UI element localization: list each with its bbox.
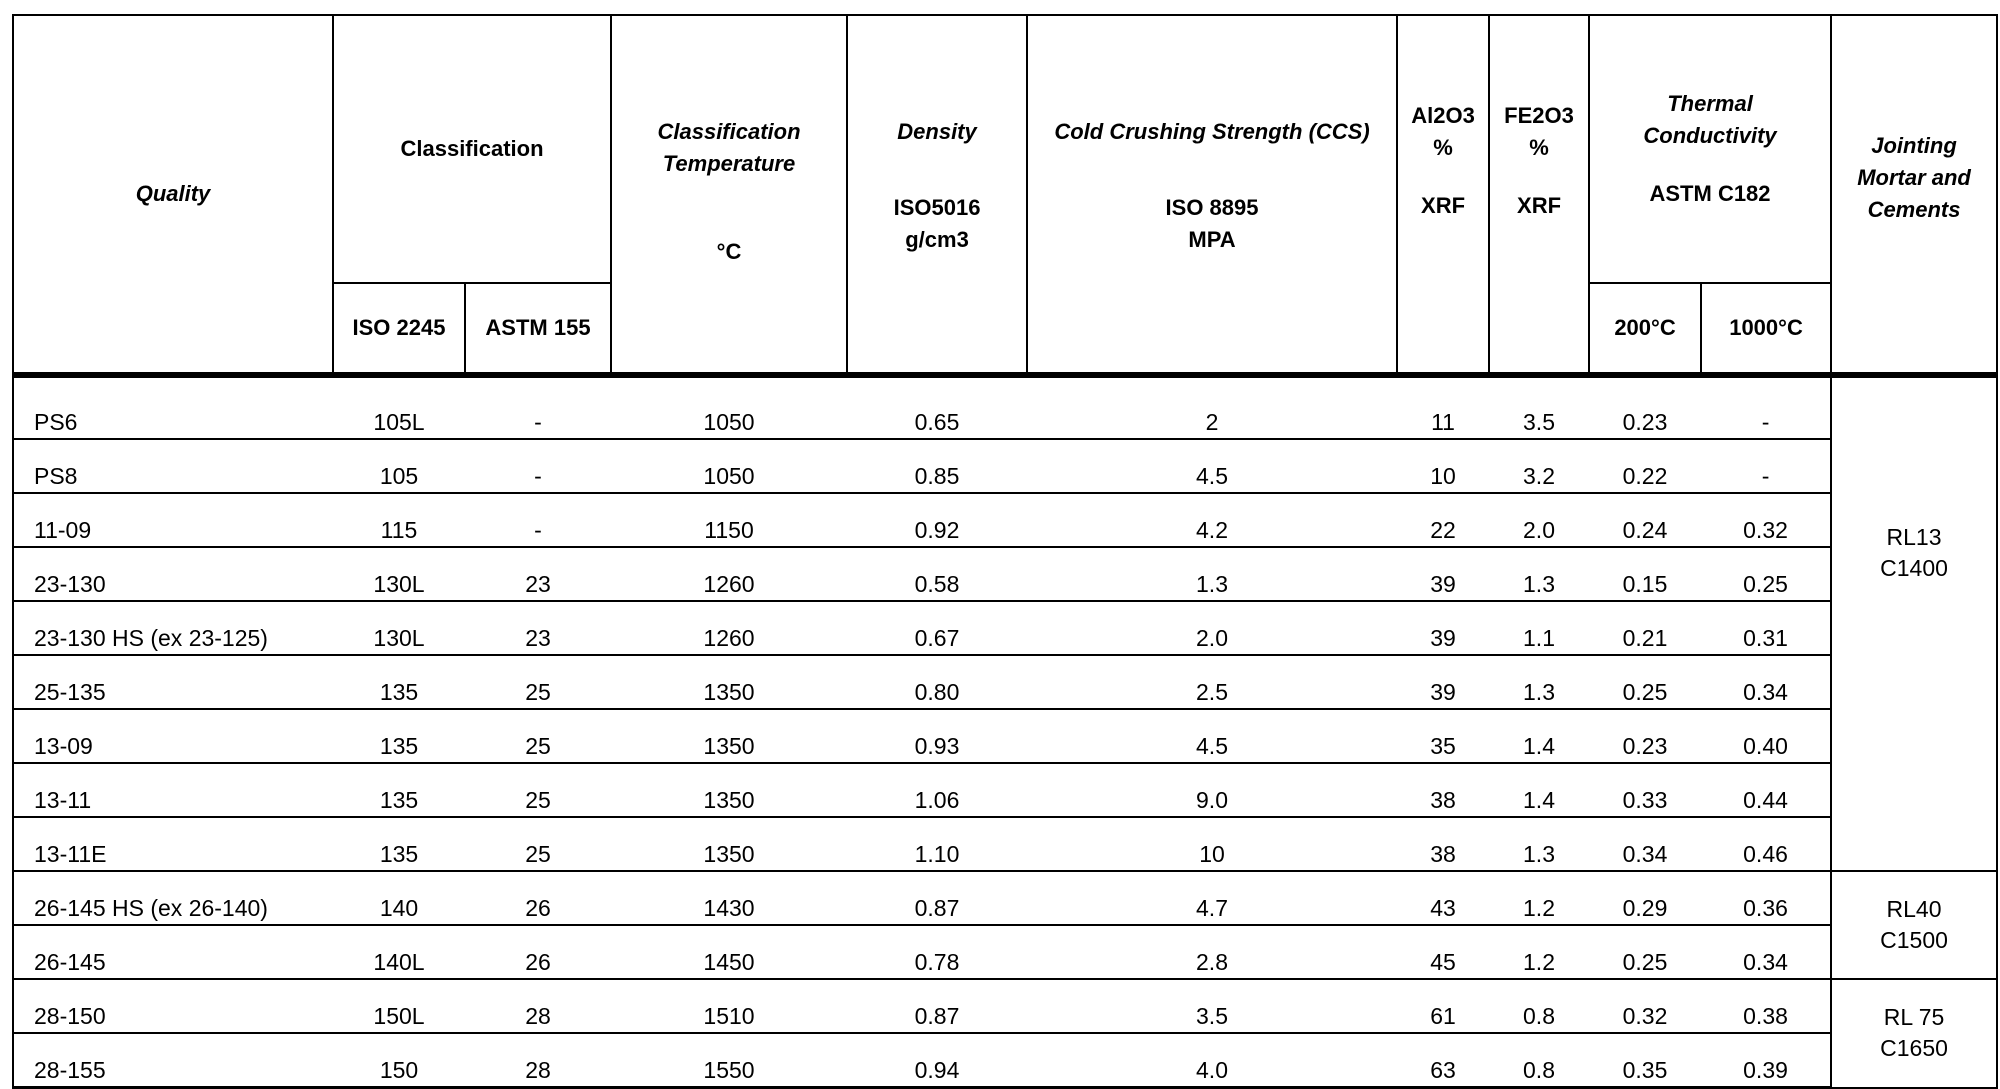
tc-1000c-cell: -: [1701, 439, 1831, 493]
header-ccs-standard: ISO 8895: [1165, 195, 1259, 220]
iso-2245-cell: 105L: [333, 375, 465, 439]
quality-cell: 23-130 HS (ex 23-125): [13, 601, 333, 655]
mortar-grade-line1: RL 75: [1883, 1004, 1945, 1031]
table-row: [13, 601, 1997, 655]
table-row: [13, 763, 1997, 817]
iso-2245-cell: 115: [333, 493, 465, 547]
temperature-cell: 1510: [611, 979, 847, 1033]
quality-cell: 23-130: [13, 547, 333, 601]
ccs-cell: 4.7: [1027, 871, 1397, 925]
fe2o3-cell: 2.0: [1489, 493, 1589, 547]
tc-1000c-cell: 0.36: [1701, 871, 1831, 925]
jointing-mortar-cell: [1831, 979, 1997, 1088]
quality-cell: 13-11E: [13, 817, 333, 871]
tc-1000c-cell: 0.25: [1701, 547, 1831, 601]
fe2o3-cell: 1.3: [1489, 655, 1589, 709]
temperature-cell: 1350: [611, 817, 847, 871]
fe2o3-cell: 0.8: [1489, 979, 1589, 1033]
table-row: [13, 871, 1997, 925]
header-fe2o3-percent: %: [1529, 135, 1549, 160]
quality-cell: PS6: [13, 375, 333, 439]
density-cell: 0.58: [847, 547, 1027, 601]
fe2o3-cell: 1.4: [1489, 709, 1589, 763]
al2o3-cell: 11: [1397, 375, 1489, 439]
mortar-grade-line1: RL13: [1886, 524, 1942, 550]
table-row: [13, 655, 1997, 709]
temperature-cell: 1350: [611, 655, 847, 709]
temperature-cell: 1050: [611, 439, 847, 493]
ccs-cell: 1.3: [1027, 547, 1397, 601]
header-tc-line1: Thermal: [1667, 90, 1753, 116]
tc-200c-cell: 0.34: [1589, 817, 1701, 871]
header-jointing-mortar: [1831, 15, 1997, 375]
table-body: [13, 375, 1997, 1088]
header-tc-standard: ASTM C182: [1649, 180, 1771, 206]
header-iso-2245: [333, 283, 465, 375]
tc-1000c-cell: 0.38: [1701, 979, 1831, 1033]
header-ccs: [1027, 15, 1397, 375]
quality-cell: 26-145 HS (ex 26-140): [13, 871, 333, 925]
astm-155-cell: 25: [465, 763, 611, 817]
tc-1000c-cell: 0.34: [1701, 925, 1831, 979]
fe2o3-cell: 1.4: [1489, 763, 1589, 817]
table-row: [13, 925, 1997, 979]
header-class-temp-line2: Temperature: [662, 151, 796, 176]
header-quality-label: Quality: [135, 181, 211, 206]
header-fe2o3-label: FE2O3: [1504, 103, 1574, 128]
temperature-cell: 1550: [611, 1033, 847, 1088]
temperature-cell: 1430: [611, 871, 847, 925]
header-al2o3: [1397, 15, 1489, 375]
fe2o3-cell: 3.5: [1489, 375, 1589, 439]
tc-200c-cell: 0.33: [1589, 763, 1701, 817]
al2o3-cell: 43: [1397, 871, 1489, 925]
table-row: [13, 1033, 1997, 1088]
quality-cell: 26-145: [13, 925, 333, 979]
header-al2o3-percent: %: [1433, 135, 1453, 160]
ccs-cell: 2.0: [1027, 601, 1397, 655]
tc-1000c-cell: -: [1701, 375, 1831, 439]
header-density-standard: ISO5016: [893, 195, 981, 220]
quality-cell: PS8: [13, 439, 333, 493]
al2o3-cell: 39: [1397, 601, 1489, 655]
iso-2245-cell: 140L: [333, 925, 465, 979]
table-row: [13, 493, 1997, 547]
header-astm-155-label: ASTM 155: [485, 314, 591, 340]
iso-2245-cell: 135: [333, 763, 465, 817]
tc-200c-cell: 0.15: [1589, 547, 1701, 601]
density-cell: 0.94: [847, 1033, 1027, 1088]
density-cell: 0.78: [847, 925, 1027, 979]
header-tc-1000c: [1701, 283, 1831, 375]
header-fe2o3-method: XRF: [1517, 193, 1562, 218]
header-mortar-line1: Jointing: [1871, 133, 1957, 158]
ccs-cell: 9.0: [1027, 763, 1397, 817]
astm-155-cell: -: [465, 439, 611, 493]
tc-1000c-cell: 0.31: [1701, 601, 1831, 655]
ccs-cell: 10: [1027, 817, 1397, 871]
fe2o3-cell: 0.8: [1489, 1033, 1589, 1088]
density-cell: 0.85: [847, 439, 1027, 493]
quality-cell: 28-155: [13, 1033, 333, 1088]
tc-1000c-cell: 0.44: [1701, 763, 1831, 817]
temperature-cell: 1260: [611, 547, 847, 601]
refractory-properties-table: [12, 14, 1998, 1089]
jointing-mortar-cell: [1831, 375, 1997, 871]
astm-155-cell: 25: [465, 709, 611, 763]
header-classification-label: Classification: [400, 135, 544, 161]
density-cell: 0.80: [847, 655, 1027, 709]
header-classification: [333, 15, 611, 283]
iso-2245-cell: 130L: [333, 547, 465, 601]
density-cell: 0.65: [847, 375, 1027, 439]
header-class-temp-unit: °C: [716, 239, 742, 264]
fe2o3-cell: 1.3: [1489, 817, 1589, 871]
tc-1000c-cell: 0.46: [1701, 817, 1831, 871]
iso-2245-cell: 150: [333, 1033, 465, 1088]
header-thermal-conductivity: [1589, 15, 1831, 283]
iso-2245-cell: 135: [333, 655, 465, 709]
temperature-cell: 1350: [611, 709, 847, 763]
iso-2245-cell: 135: [333, 709, 465, 763]
header-density-label: Density: [897, 119, 977, 144]
ccs-cell: 3.5: [1027, 979, 1397, 1033]
header-iso-2245-label: ISO 2245: [352, 314, 446, 340]
tc-200c-cell: 0.22: [1589, 439, 1701, 493]
astm-155-cell: 26: [465, 925, 611, 979]
density-cell: 0.93: [847, 709, 1027, 763]
ccs-cell: 4.5: [1027, 709, 1397, 763]
fe2o3-cell: 3.2: [1489, 439, 1589, 493]
quality-cell: 28-150: [13, 979, 333, 1033]
header-tc-1000c-label: 1000°C: [1729, 314, 1803, 340]
header-tc-200c: [1589, 283, 1701, 375]
table-row: [13, 817, 1997, 871]
header-ccs-unit: MPA: [1188, 227, 1236, 252]
temperature-cell: 1050: [611, 375, 847, 439]
header-astm-155: [465, 283, 611, 375]
iso-2245-cell: 135: [333, 817, 465, 871]
header-classification-temperature: [611, 15, 847, 375]
ccs-cell: 4.5: [1027, 439, 1397, 493]
tc-200c-cell: 0.35: [1589, 1033, 1701, 1088]
astm-155-cell: 23: [465, 601, 611, 655]
astm-155-cell: 28: [465, 1033, 611, 1088]
al2o3-cell: 39: [1397, 655, 1489, 709]
density-cell: 0.87: [847, 979, 1027, 1033]
ccs-cell: 2: [1027, 375, 1397, 439]
fe2o3-cell: 1.1: [1489, 601, 1589, 655]
mortar-grade-line2: C1500: [1880, 927, 1948, 953]
fe2o3-cell: 1.2: [1489, 871, 1589, 925]
table-row: [13, 375, 1997, 439]
density-cell: 0.87: [847, 871, 1027, 925]
density-cell: 0.67: [847, 601, 1027, 655]
al2o3-cell: 63: [1397, 1033, 1489, 1088]
al2o3-cell: 45: [1397, 925, 1489, 979]
astm-155-cell: 23: [465, 547, 611, 601]
header-quality: [13, 15, 333, 375]
tc-1000c-cell: 0.40: [1701, 709, 1831, 763]
al2o3-cell: 10: [1397, 439, 1489, 493]
iso-2245-cell: 140: [333, 871, 465, 925]
table-row: [13, 979, 1997, 1033]
header-al2o3-label: Al2O3: [1411, 103, 1475, 128]
tc-200c-cell: 0.32: [1589, 979, 1701, 1033]
quality-cell: 11-09: [13, 493, 333, 547]
table-row: [13, 439, 1997, 493]
jointing-mortar-cell: [1831, 871, 1997, 979]
header-mortar-line3: Cements: [1867, 197, 1961, 222]
fe2o3-cell: 1.3: [1489, 547, 1589, 601]
temperature-cell: 1260: [611, 601, 847, 655]
al2o3-cell: 38: [1397, 817, 1489, 871]
header-mortar-line2: Mortar and: [1857, 165, 1971, 190]
al2o3-cell: 61: [1397, 979, 1489, 1033]
mortar-grade-line2: C1400: [1880, 555, 1948, 581]
table-row: [13, 547, 1997, 601]
ccs-cell: 4.2: [1027, 493, 1397, 547]
iso-2245-cell: 130L: [333, 601, 465, 655]
tc-200c-cell: 0.25: [1589, 925, 1701, 979]
al2o3-cell: 22: [1397, 493, 1489, 547]
fe2o3-cell: 1.2: [1489, 925, 1589, 979]
header-density-unit: g/cm3: [905, 227, 969, 252]
density-cell: 1.06: [847, 763, 1027, 817]
tc-200c-cell: 0.21: [1589, 601, 1701, 655]
astm-155-cell: -: [465, 493, 611, 547]
tc-200c-cell: 0.24: [1589, 493, 1701, 547]
header-ccs-label: Cold Crushing Strength (CCS): [1054, 119, 1370, 144]
tc-200c-cell: 0.23: [1589, 375, 1701, 439]
tc-1000c-cell: 0.39: [1701, 1033, 1831, 1088]
tc-1000c-cell: 0.34: [1701, 655, 1831, 709]
density-cell: 1.10: [847, 817, 1027, 871]
temperature-cell: 1450: [611, 925, 847, 979]
header-fe2o3: [1489, 15, 1589, 375]
quality-cell: 25-135: [13, 655, 333, 709]
astm-155-cell: 26: [465, 871, 611, 925]
ccs-cell: 4.0: [1027, 1033, 1397, 1088]
astm-155-cell: -: [465, 375, 611, 439]
astm-155-cell: 25: [465, 817, 611, 871]
tc-200c-cell: 0.23: [1589, 709, 1701, 763]
header-tc-line2: Conductivity: [1643, 122, 1777, 148]
header-tc-200c-label: 200°C: [1614, 314, 1676, 340]
quality-cell: 13-09: [13, 709, 333, 763]
ccs-cell: 2.5: [1027, 655, 1397, 709]
quality-cell: 13-11: [13, 763, 333, 817]
temperature-cell: 1150: [611, 493, 847, 547]
header-class-temp-line1: Classification: [657, 119, 801, 144]
al2o3-cell: 39: [1397, 547, 1489, 601]
iso-2245-cell: 150L: [333, 979, 465, 1033]
header-density: [847, 15, 1027, 375]
temperature-cell: 1350: [611, 763, 847, 817]
mortar-grade-line2: C1650: [1880, 1035, 1948, 1062]
al2o3-cell: 35: [1397, 709, 1489, 763]
tc-200c-cell: 0.25: [1589, 655, 1701, 709]
header-al2o3-method: XRF: [1421, 193, 1466, 218]
mortar-grade-line1: RL40: [1886, 896, 1942, 922]
iso-2245-cell: 105: [333, 439, 465, 493]
table-row: [13, 709, 1997, 763]
astm-155-cell: 25: [465, 655, 611, 709]
al2o3-cell: 38: [1397, 763, 1489, 817]
astm-155-cell: 28: [465, 979, 611, 1033]
tc-200c-cell: 0.29: [1589, 871, 1701, 925]
density-cell: 0.92: [847, 493, 1027, 547]
ccs-cell: 2.8: [1027, 925, 1397, 979]
tc-1000c-cell: 0.32: [1701, 493, 1831, 547]
